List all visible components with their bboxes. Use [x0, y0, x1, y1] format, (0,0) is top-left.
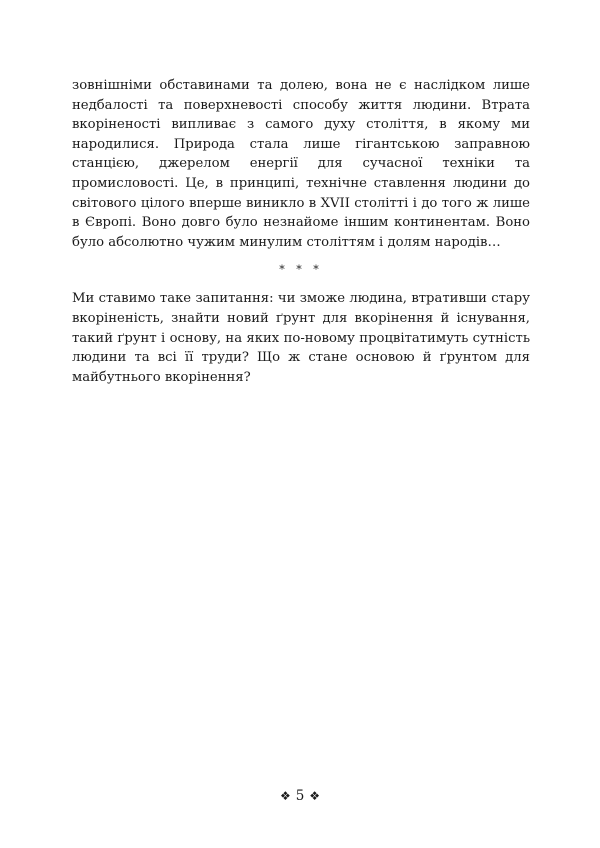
page-footer	[0, 787, 600, 805]
ornament-right-icon: ❖	[309, 789, 321, 803]
paragraph-2: Ми ставимо таке запитання: чи зможе людина, втративши стару вкоріненість, знайти новий ґрунт для вкорінення й існування, такий ґрунт і основу, на яких по-новому процвітатимуть сутність людини та всі її труди? Що ж стане основою й ґрунтом для майбутнього вкорінення?	[72, 291, 530, 385]
page-number: 5	[295, 788, 305, 804]
page-body	[72, 76, 530, 387]
section-separator: * * *	[279, 263, 323, 277]
paragraph-1: зовнішніми обставинами та долею, вона не є наслідком лише недбалості та поверхневості способу життя людини. Втрата вкоріненості випливає з самого духу століття, в якому ми народилися. Природа стала лише гігантською заправною станцією, джерелом енергії для сучасної техніки та промисловості. Це, в принципі, технічне ставлення людини до світового цілого вперше виникло в XVII столітті і до того ж лише в Європі. Воно довго було незнайоме іншим континентам. Воно було абсолютно чужим минулим століттям і долям народів…	[72, 78, 530, 250]
ornament-left-icon: ❖	[279, 789, 291, 803]
